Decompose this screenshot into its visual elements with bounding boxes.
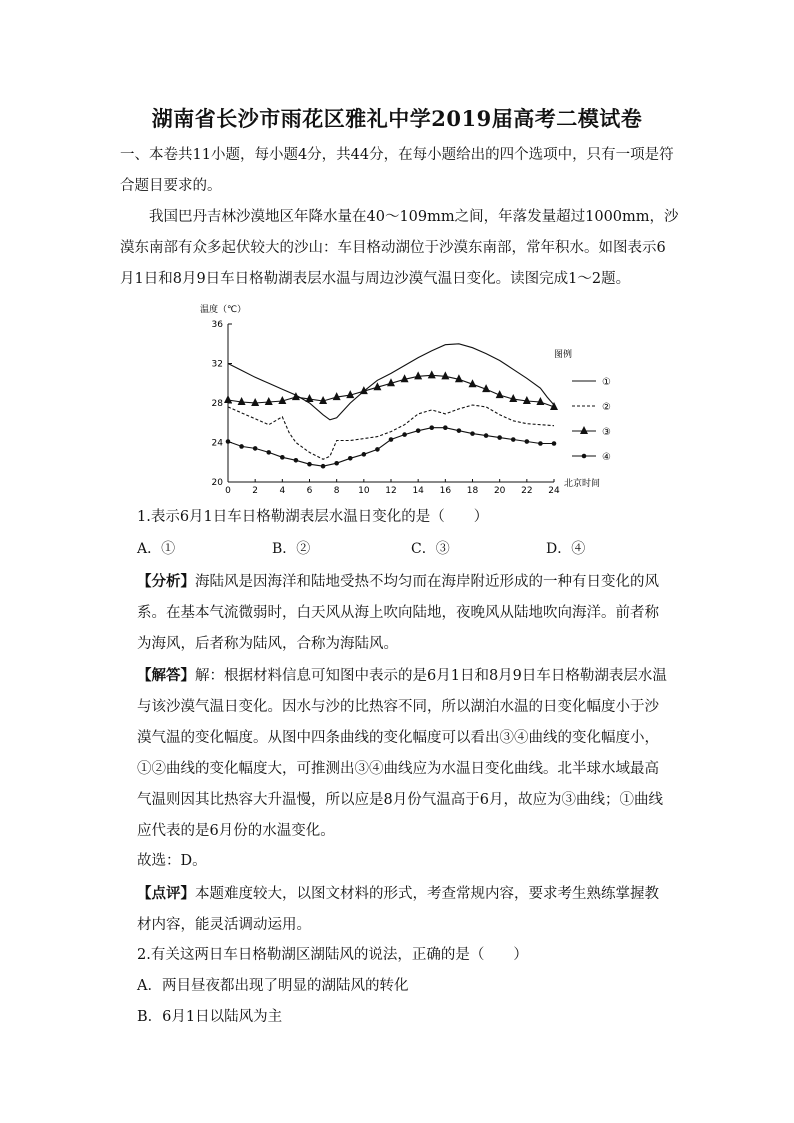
legend-triangle-marker bbox=[580, 426, 588, 434]
y-axis-label: 温度（℃） bbox=[200, 305, 247, 315]
x-tick-label: 2 bbox=[252, 486, 259, 494]
x-tick-label: 14 bbox=[412, 486, 424, 494]
series-4-marker bbox=[511, 437, 516, 442]
series-3-marker bbox=[292, 392, 300, 400]
series-3-marker bbox=[414, 371, 422, 379]
series-4-marker bbox=[389, 437, 394, 442]
q1-option-c[interactable]: C．③ bbox=[411, 541, 450, 557]
y-tick-label: 24 bbox=[211, 438, 223, 449]
y-tick-label: 36 bbox=[211, 320, 223, 330]
x-tick-label: 18 bbox=[466, 486, 479, 494]
series-4-marker bbox=[362, 452, 367, 457]
series-4-marker bbox=[375, 447, 380, 452]
series-4-marker bbox=[457, 428, 462, 433]
series-4-marker bbox=[348, 456, 353, 461]
series-4-marker bbox=[294, 458, 299, 463]
x-tick-label: 24 bbox=[548, 486, 560, 494]
series-line-2 bbox=[228, 405, 554, 459]
series-4-marker bbox=[552, 441, 557, 446]
series-3-marker bbox=[536, 397, 544, 405]
comment-block bbox=[137, 878, 667, 941]
x-tick-label: 4 bbox=[279, 486, 286, 494]
series-3-marker bbox=[224, 395, 232, 403]
y-tick-label: 28 bbox=[211, 399, 223, 409]
series-3-marker bbox=[333, 392, 341, 400]
final-choice: 故选：D。 bbox=[137, 853, 207, 869]
series-4-marker bbox=[525, 439, 530, 444]
comment-text: 本题难度较大，以图文材料的形式，考查常规内容，要求考生熟练掌握教材内容，能灵活调动运用。 bbox=[137, 886, 659, 933]
series-4-marker bbox=[266, 450, 271, 455]
chart-legend bbox=[572, 377, 611, 463]
legend-label-2: ② bbox=[602, 402, 611, 413]
chart-axes bbox=[212, 320, 560, 494]
series-4-marker bbox=[321, 464, 326, 469]
x-tick-label: 6 bbox=[306, 486, 313, 494]
series-4-marker bbox=[226, 439, 231, 444]
x-tick-label: 16 bbox=[439, 486, 452, 494]
analysis-block bbox=[137, 566, 667, 660]
question-2-stem: 2.有关这两日车日格勒湖区湖陆风的说法，正确的是（ ） bbox=[137, 947, 528, 963]
analysis-text: 海陆风是因海洋和陆地受热不均匀而在海岸附近形成的一种有日变化的风系。在基本气流微弱时，白天风从海上吹向陆地，夜晚风从陆地吹向海洋。前者称为海风，后者称为陆风，合称为海陆风。 bbox=[137, 574, 659, 652]
x-tick-label: 10 bbox=[358, 486, 370, 494]
series-4-marker bbox=[307, 462, 312, 467]
section-intro: 一、本卷共11小题，每小题4分，共44分，在每小题给出的四个选项中，只有一项是符合题目要求的。 bbox=[120, 147, 674, 194]
series-4-marker bbox=[334, 461, 339, 466]
reading-passage: 我国巴丹吉林沙漠地区年降水量在40～109mm之间，年落发量超过1000mm，沙漠东南部有众多起伏较大的沙山：车目格动湖位于沙漠东南部，常年积水。如图表示6月1日和8月9日车日格勒湖表层水温与周边沙漠气温日变化。读图完成1～2题。 bbox=[120, 209, 679, 287]
chart-series bbox=[224, 344, 558, 469]
x-tick-label: 8 bbox=[333, 486, 340, 494]
legend-label-4: ④ bbox=[602, 452, 611, 463]
series-line-4 bbox=[228, 428, 554, 467]
legend-title: 图例 bbox=[554, 350, 573, 360]
y-tick-label: 20 bbox=[211, 478, 223, 488]
series-3-marker bbox=[523, 396, 531, 404]
analysis-tag: 【分析】 bbox=[137, 573, 195, 590]
answer-tag: 【解答】 bbox=[137, 667, 195, 684]
series-4-marker bbox=[429, 425, 434, 430]
series-4-marker bbox=[402, 432, 407, 437]
x-tick-label: 22 bbox=[521, 486, 533, 494]
answer-text: 解：根据材料信息可知图中表示的是6月1日和8月9日车日格勒湖表层水温与该沙漠气温日变化。因水与沙的比热容不同，所以湖泊水温的日变化幅度小于沙漠气温的变化幅度。从图中四条曲线的变化幅度可以看出③④曲线的变化幅度小，①②曲线的变化幅度大，可推测出③④曲线应为水温日变化曲线。北半球水域最高气温则因其比热容大升温慢，所以应是8月份气温高于6月，故应为③曲线；①曲线应代表的是6月份的水温变化。 bbox=[137, 668, 667, 839]
series-4-marker bbox=[239, 444, 244, 449]
legend-label-3: ③ bbox=[602, 427, 611, 438]
temperature-line-chart bbox=[196, 300, 614, 494]
series-4-marker bbox=[280, 455, 285, 460]
page-title: 湖南省长沙市雨花区雅礼中学2019届高考二模试卷 bbox=[151, 106, 643, 131]
series-3-marker bbox=[251, 398, 259, 406]
q2-option-a[interactable]: A．两目昼夜都出现了明显的湖陆风的转化 bbox=[137, 978, 409, 994]
question-1-stem: 1.表示6月1日车日格勒湖表层水温日变化的是（ ） bbox=[137, 509, 489, 525]
series-3-marker bbox=[306, 394, 314, 402]
legend-dot-marker bbox=[582, 454, 587, 459]
series-3-marker bbox=[238, 397, 246, 405]
q1-option-b[interactable]: B．② bbox=[272, 541, 311, 557]
series-4-marker bbox=[416, 428, 421, 433]
question-1-options bbox=[137, 538, 657, 560]
comment-tag: 【点评】 bbox=[137, 885, 195, 902]
q1-option-d[interactable]: D．④ bbox=[546, 541, 586, 557]
x-axis-label: 北京时间 bbox=[564, 479, 601, 489]
series-3-marker bbox=[265, 397, 273, 405]
series-4-marker bbox=[253, 446, 258, 451]
series-4-marker bbox=[484, 433, 489, 438]
series-3-marker bbox=[428, 370, 436, 378]
x-tick-label: 12 bbox=[385, 486, 397, 494]
series-4-marker bbox=[470, 431, 475, 436]
series-4-marker bbox=[443, 425, 448, 430]
q1-option-a[interactable]: A．① bbox=[137, 541, 176, 557]
q2-option-b[interactable]: B．6月1日以陆风为主 bbox=[137, 1009, 283, 1025]
series-4-marker bbox=[497, 435, 502, 440]
answer-block bbox=[137, 660, 667, 847]
y-tick-label: 32 bbox=[211, 359, 223, 370]
series-4-marker bbox=[538, 441, 543, 446]
x-tick-label: 0 bbox=[225, 486, 231, 494]
x-tick-label: 20 bbox=[493, 486, 506, 494]
series-3-marker bbox=[441, 371, 449, 379]
legend-label-1: ① bbox=[602, 377, 611, 388]
